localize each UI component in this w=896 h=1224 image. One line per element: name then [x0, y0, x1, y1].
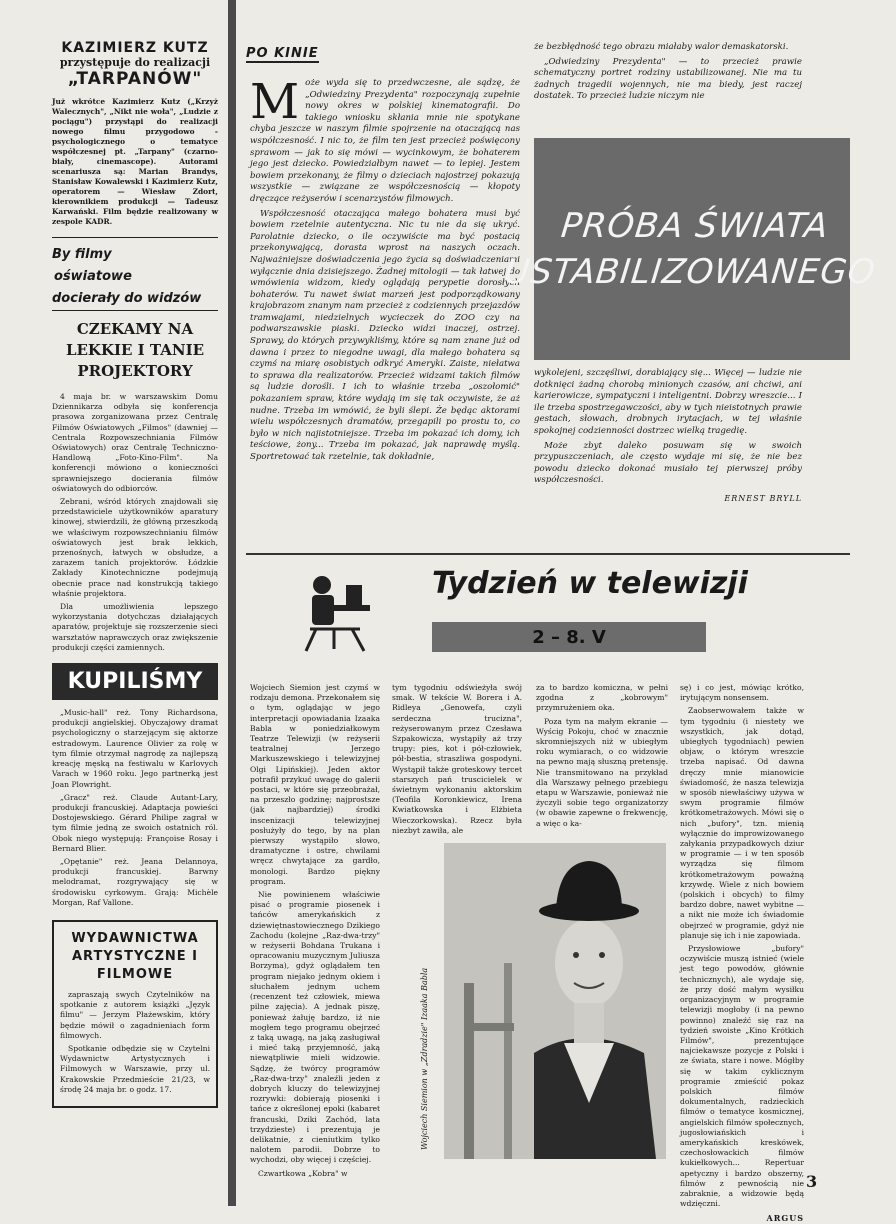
tv-title-wrap: [420, 562, 760, 608]
filmy-line-1: By filmy: [52, 247, 112, 262]
kutz-article: [52, 40, 218, 227]
filmy-paragraph: Dla umożliwienia lepszego wykorzystania dotychczas działających aparatów, projektuje się rozszerzenie sieci warsztatów naprawczych oraz zwiększenie produkcji części zamiennych.: [52, 602, 218, 652]
po-kinie-paragraph: Współczesność otaczająca małego bohatera musi być bowiem rzetelnie autentyczna. Nic tu nie da się ukryć. Parolatnie dziecko, o ile oczywiście ma być postacią przekonywającą, dorasta wprost na naszych oczach. Najważniejsze doświadczenia jego życia są doświadczeniami wyłącznie dnia dzisiejszego. Żadnej mitologii — tak łatwej do wmówienia widzom, kiedy oglądają perypetie dorosłych bohaterów. Tu nawet świat marzeń jest podporządkowany krajobrazom znanym nam przecież z codziennych przejazdów tramwajami, niedzielnych wycieczek do ZOO czy na podwarszawskie piaski. Dziecko widzi inaczej, ostrzej. Sprawy, do których przywykliśmy, które są nam znane już od dawna i przez to niegodne uwagi, dla małego bohatera są czymś na miarę osobistych odkryć Ameryki. Zaiste, niełatwa to sprawa dla realizatorów. Przecież widzami takich filmów są ludzie dorośli. I ich to właśnie trzeba „oszołomić" pokazaniem spraw, które wydają im się tak oczywiste, że aż nudne. Trzeba im wmówić, że byli ślepi. Że będąc aktorami wielu współczesnych dramatów, przegapili po prostu to, co było w nich najistotniejsze. Trzeba im pokazać ich domy, ich teściowe, żony... Trzeba im pokazać, jak naprawdę myślą. Sportretować tak rzetelnie, tak dokładnie,: [250, 208, 520, 462]
tv-column-2: [392, 683, 522, 835]
tv-paragraph: Poza tym na małym ekranie — Wyścig Pokoju, choć w znacznie skromniejszych niż w ubiegłym roku wymiarach, o co widzowie na pewno mają słuszną pretensję. Nie transmitowano na przykład dla Warszawy pełnego przebiegu etapu w Warszawie, ponieważ nie życzyli sobie tego organizatorzy (w obawie zapewne o frekwencję, a więc o ka-: [536, 716, 668, 828]
tv-paragraph: Wojciech Siemion jest czymś w rodzaju demona. Przekonałem się o tym, oglądając w jego interpretacji opowiadania Izaaka Babla w poniedziałkowym Teatrze Telewizji (w reżyserii teatralnej Jerzego Markuszewskiego i telewizyjnej Olgi Lipińskiej). Jeden aktor potrafił przykuć uwagę do galerii postaci, w które się przeobrażał, na przeszło godzinę; najprostsze (jak najbardziej) środki inscenizacji telewizyjnej posłużyły do tego, by na plan pierwszy wystąpiło słowo, dramatyczne i ostre, chwilami wręcz chwytające za gardło, monologi. Bardzo piękny program.: [250, 683, 380, 886]
tv-paragraph: Przysłowiowe „bufory" oczywiście muszą istnieć (wiele jest tego powodów, głównie technicznych), ale wydaje się, że przy dość małym wysiłku organizacyjnym w programie telewizji mogłoby (i na pewno powinno) znaleźć się raz na tydzień swoiste „Kino Krótkich Filmów", prezentujące najciekawsze pozycje z Polski i ze świata, stare i nowe. Mógłby się w takim cyklicznym programie zmieścić pokaz polskich filmów dokumentalnych, radzieckich filmów o tematyce kosmicznej, angielskich filmów społecznych, jugosłowiańskich i amerykańskich kreskówek, czechosłowackich filmów kukiełkowych... Repertuar apetyczny i bardzo obszerny, filmów z pewnością nie zabraknie, a widzowie będą wdzięczni.: [680, 944, 804, 1209]
tv-dates: 2 – 8. V: [532, 626, 606, 648]
tv-figure-icon: [290, 567, 380, 657]
po-kinie-signature: ERNEST BRYLL: [724, 493, 802, 503]
actor-photo: [444, 843, 666, 1159]
kupilismy-body: [52, 708, 218, 908]
kutz-body: Już wkrótce Kazimierz Kutz („Krzyż Walecznych", „Nikt nie woła", „Ludzie z pociągu") przystąpi do realizacji nowego filmu przygodowo - psychologicznego o tematyce współczesnej pt. „Tarpany" (czarno-biały, cinemascope). Autorami scenariusza są: Marian Brandys, Stanisław Kowalewski i Kazimierz Kutz, operatorem — Wiesław Zdort, kierownikiem produkcji — Tadeusz Karwański. Film będzie realizowany w zespole KADR.: [52, 97, 218, 226]
divider: [52, 237, 218, 238]
tv-paragraph: sę) i co jest, mówiąc krótko, irytującym nonsensem.: [680, 683, 804, 703]
po-kinie-label: PO KINIE: [246, 46, 319, 61]
page-number-wrap: [806, 1172, 836, 1196]
po-kinie-column-2-bottom: [534, 368, 802, 550]
banner: [502, 138, 878, 360]
po-kinie-column-2-top: [534, 42, 802, 132]
kupilismy-paragraph: „Music-hall" reż. Tony Richardsona, produkcji angielskiej. Obyczajowy dramat psychologiczny o starzejącym się aktorze estradowym. Laurence Olivier za rolę w tym filmie otrzymał nagrodę za najlepszą kreację męską na festiwalu w Karlovych Varach w 1960 roku. Jego partnerką jest Joan Plowright.: [52, 708, 218, 789]
filmy-body: [52, 392, 218, 653]
wydawnictwa-paragraph: Spotkanie odbędzie się w Czytelni Wydawnictw Artystycznych i Filmowych w Warszawie, przy ul. Krakowskie Przedmieście 21/23, w środę 24 maja br. o godz. 17.: [60, 1043, 210, 1094]
filmy-line-3: docierały do widzów: [52, 288, 218, 311]
wydawnictwa-body: [60, 990, 210, 1095]
left-column: [52, 40, 218, 1200]
tv-signature: ARGUS: [766, 1213, 804, 1224]
kupilismy-paragraph: „Gracz" reż. Claude Autant-Lary, produkcji francuskiej. Adaptacja powieści Dostojewskiego. Gérard Philipe zagrał w tym filmie jedną ze swoich ostatnich ról. Obok niego występują: Françoise Rosay i Bernard Blier.: [52, 792, 218, 853]
po-kinie-paragraph: że bezbłędność tego obrazu miałaby walor demaskatorski.: [534, 42, 789, 52]
tv-paragraph: tym tygodniu odświeżyła swój smak. W tekście W. Borera i A. Ridleya „Genowefa, czyli serdeczna trucizna", reżyserowanym przez Czesława Szpakowicza, wystąpiły aż trzy trupy: pies, kot i pół-człowiek, pół-bestia, straszliwa gospodyni. Wystąpił także groteskowy tercet starszych pań truscicielek w świetnym wykonaniu aktorskim (Teofila Koronkiewicz, Irena Kwiatkowska i Elżbieta Wieczorkowska). Rzecz była niezbyt zawiła, ale: [392, 683, 522, 835]
tv-paragraph: Czwartkowa „Kobra" w: [258, 1168, 348, 1178]
kupilismy-header: KUPILIŚMY: [52, 663, 218, 700]
po-kinie-paragraph: „Odwiedziny Prezydenta" — to przecież prawie schematyczny portret rodziny ustabilizowanej. Nie ma tu żadnych tragedii wojennych, nie ma biedy, jest raczej dostatek. To przecież ludzie niczym nie: [534, 56, 802, 102]
tv-paragraph: Nie powinienem właściwie pisać o programie piosenek i tańców amerykańskich z dziewiętnastowiecznego Dzikiego Zachodu (kolejne „Raz-dwa-trzy" w reżyserii Bohdana Trukana i opracowaniu muzycznym Juliusza Borzyma), gdyż oglądałem ten program niejako jednym okiem i słuchałem jednym uchem (recenzent też człowiek, miewa pilne zajęcia). A jednak piszę, ponieważ żałuję bardzo, iż nie mogłem tego programu obejrzeć z taką uwagą, na jaką zasługiwał i mieć taką przyjemność, jaką niewątpliwie mieli widzowie. Sądzę, że twórcy programów „Raz-dwa-trzy" znaleźli jeden z dobrych kluczy do telewizyjnej rozrywki: dobierają piosenki i tańce z określonej epoki (kabaret francuski, Dziki Zachód, lata trzydzieste) i prezentują je delikatnie, z cieniutkim tylko nalotem parodii. Dobrze to wychodzi, oby więcej i częściej.: [250, 890, 380, 1165]
filmy-paragraph: 4 maja br. w warszawskim Domu Dziennikarza odbyła się konferencja prasowa zorganizowana przez Centralę Filmów Oświatowych „Filmos" (dawniej — Centrala Rozpowszechniania Filmów Oświatowych) oraz Centralę Techniczno-Handlową „Foto-Kino-Film". Na konferencji mówiono o konieczności sprawniejszego docierania filmów oświatowych do odbiorców.: [52, 392, 218, 493]
vertical-rule: [228, 0, 236, 1206]
po-kinie-column-1: [250, 74, 520, 548]
po-kinie-label-wrap: [246, 42, 366, 62]
tv-column-1: [250, 683, 380, 1180]
tv-paragraph: za to bardzo komiczna, w pełni zgodna z „kobrowym" przymrużeniem oka.: [536, 683, 668, 713]
photo-caption-wrap: [406, 850, 436, 1160]
page-number: 3: [806, 1172, 818, 1191]
drop-cap: M: [250, 74, 300, 130]
filmy-headline: CZEKAMY NA LEKKIE I TANIE PROJEKTORY: [65, 320, 205, 380]
po-kinie-paragraph: oże wyda się to przedwczesne, ale sądzę, że „Odwiedziny Prezydenta" rozpoczynają zupełnie nowy okres w polskiej kinematografii. Do takiego wniosku skłania mnie nie spotykane chyba jeszcze w naszym filmie spojrzenie na otaczającą nas współczesność. I nic to, że film ten jest przecież poświęcony sprawom — jak to się mówi — wycinkowym, że bohaterem jego jest dziecko. Powiedziałbym nawet — to lepiej. Jestem bowiem przekonany, że filmy o dzieciach najostrzej pokazują wszystkie — związane ze współczesnością — kłopoty dręczące reżyserów i scenarzystów filmowych.: [250, 78, 520, 204]
wydawnictwa-box: [52, 920, 218, 1108]
wydawnictwa-title: WYDAWNICTWA ARTYSTYCZNE I FILMOWE: [71, 930, 199, 982]
tv-paragraph: Zaobserwowałem także w tym tygodniu (i niestety we wszystkich, jak dotąd, ubiegłych tygodniach) pewien objaw, o którym wreszcie trzeba napisać. Od dawna dręczy mnie mianowicie świadomość, że nasza telewizja w sposób niewłaściwy używa w swym programie filmów krótkometrażowych. Mówi się o nich „bufory", tzn. mienią wyłącznie do improwizowanego załykania przypadkowych dziur w programie — i w ten sposób wyrządza się filmom krótkometrażowym poważną krzywdę. Wiele z nich bowiem (polskich i obcych) to filmy bardzo dobre, nawet wybitne — a nikt nie może ich świadomie obejrzeć w programie, gdyż nie planuje się ich i nie zapowiada.: [680, 706, 804, 940]
banner-title: PRÓBA ŚWIATA USTABILIZOWANEGO: [502, 206, 878, 292]
section-rule: [246, 553, 850, 555]
tv-title: Tydzień w telewizji: [432, 566, 748, 601]
filmy-paragraph: Zebrani, wśród których znajdowali się przedstawiciele użytkowników aparatury kinowej, stwierdzili, że główną przeszkodą we właściwym rozpowszechnianiu filmów oświatowych jest brak lekkich, przenośnych, łatwych w obsłudze, a zarazem tanich projektorów. Łódzkie Zakłady Kinotechniczne podejmują obecnie prace nad konstrukcją takiego właśnie projektora.: [52, 497, 218, 598]
photo-caption: Wojciech Siemion w „Zdradzie" Izaaka Babla: [420, 967, 429, 1150]
tv-dates-bar: [432, 622, 706, 652]
tv-column-3: [536, 683, 668, 828]
tv-column-4: [680, 683, 804, 1224]
kutz-title-3: „TARPANÓW": [67, 69, 203, 89]
kutz-title-2: przystępuje do realizacji: [59, 56, 211, 69]
filmy-line-2: oświatowe: [54, 269, 132, 284]
po-kinie-paragraph: Może zbyt daleko posuwam się w swoich przypuszczeniach, ale często wydaje mi się, że nie bez powodu dziecko dokonać musiało tej pierwszej próby współczesności.: [534, 440, 802, 486]
wydawnictwa-paragraph: zapraszają swych Czytelników na spotkanie z autorem książki „Język filmu" — Jerzym Płażewskim, który będzie mówił o zagadnieniach form filmowych.: [60, 989, 210, 1040]
kutz-title-1: KAZIMIERZ KUTZ: [61, 40, 209, 56]
po-kinie-paragraph: wykolejeni, szczęśliwi, dorabiający się... Więcej — ludzie nie dotknięci żadną chorobą minionych czasów, ani chciwi, ani karierowicze, sympatyczni i inteligentni. Dobrzy wreszcie... I ile trzeba spostrzegawczości, aby w tych nieistotnych prawie gestach, słowach, drobnych irytacjach, w tej właśnie spokojnej codzienności dostrzec wielką tragedię.: [534, 368, 802, 436]
filmy-article: [52, 244, 218, 653]
kupilismy-paragraph: „Opętanie" reż. Jeana Delannoya, produkcji francuskiej. Barwny melodramat, rozgrywający się w środowisku cyrkowym. Grają: Michèle Morgan, Raf Vallone.: [52, 856, 218, 907]
